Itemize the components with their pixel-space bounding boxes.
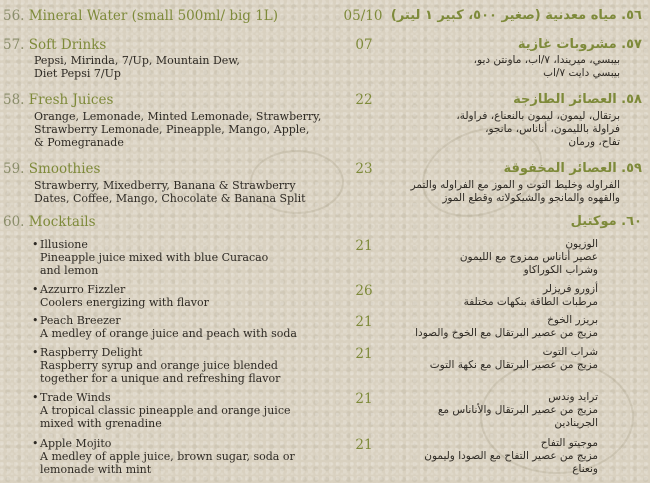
mocktail-description: A medley of orange juice and peach with soda bbox=[40, 327, 297, 340]
item-title: Soft Drinks bbox=[28, 37, 107, 53]
mocktail-price: 21 bbox=[355, 238, 373, 254]
mocktail-price: 26 bbox=[355, 283, 373, 299]
item-heading bbox=[3, 8, 278, 24]
mocktail-name: Azzurro Fizzler bbox=[40, 283, 126, 296]
item-price: 07 bbox=[355, 37, 373, 53]
mocktail-name: Apple Mojito bbox=[40, 437, 112, 450]
mocktail-description: mixed with grenadine bbox=[40, 417, 162, 430]
arabic-item-title: ٥٧. مشروبات غازية bbox=[517, 37, 642, 52]
arabic-description-line: والقهوه والمانجو والشيكولاته وقطع الموز bbox=[442, 192, 620, 204]
description-line: Orange, Lemonade, Minted Lemonade, Strawberry, bbox=[34, 110, 322, 123]
arabic-item-title: ٥٩. العصائر المخفوقة bbox=[503, 161, 642, 176]
arabic-mocktail-description: مزيج من عصير التفاح مع الصودا وليمون bbox=[424, 450, 598, 462]
bullet: • bbox=[32, 283, 39, 296]
arabic-mocktail-description: وشراب الكوراكاو bbox=[523, 264, 598, 276]
arabic-mocktail-description: مزيج من عصير البرتقال والأناناس مع bbox=[437, 404, 598, 416]
arabic-mocktail bbox=[430, 346, 598, 372]
item-heading bbox=[3, 161, 100, 177]
arabic-mocktail-name: ترايد وندس bbox=[548, 391, 598, 403]
mocktail-item bbox=[32, 314, 297, 340]
mocktail-name: Trade Winds bbox=[40, 391, 111, 404]
arabic-mocktail-description: الجرينادين bbox=[554, 417, 598, 429]
description-line: Dates, Coffee, Mango, Chocolate & Banana Split bbox=[34, 192, 306, 205]
arabic-mocktail-name: بريزر الخوخ bbox=[547, 314, 598, 326]
item-number: 58. bbox=[3, 92, 25, 108]
bullet: • bbox=[32, 346, 39, 359]
arabic-mocktail bbox=[460, 238, 598, 277]
mocktail-price: 21 bbox=[355, 314, 373, 330]
mocktail-description: A medley of apple juice, brown sugar, soda or bbox=[40, 450, 295, 463]
mocktail-price: 21 bbox=[355, 391, 373, 407]
item-price: 22 bbox=[355, 92, 373, 108]
description-line: Diet Pepsi 7/Up bbox=[34, 67, 121, 80]
bullet: • bbox=[32, 391, 39, 404]
item-title: Smoothies bbox=[28, 161, 101, 177]
arabic-mocktail-description: مزيج من عصير البرتقال مع الخوخ والصودا bbox=[415, 327, 598, 339]
bullet: • bbox=[32, 314, 39, 327]
mocktail-description: Pineapple juice mixed with blue Curacao bbox=[40, 251, 269, 264]
item-description bbox=[34, 110, 321, 149]
arabic-mocktail-name: أزورو فريزلر bbox=[542, 283, 598, 295]
arabic-mocktail-name: شراب التوت bbox=[542, 346, 598, 358]
item-title: Fresh Juices bbox=[28, 92, 114, 108]
arabic-mocktail-description: ونعناع bbox=[572, 463, 598, 475]
mocktail-item bbox=[32, 283, 209, 309]
arabic-description-line: فراولة بالليمون، أناناس، مانجو، bbox=[485, 123, 620, 135]
mocktail-item bbox=[32, 346, 281, 385]
arabic-description-line: بيبسي دايت ٧/اب bbox=[543, 67, 620, 79]
mocktail-description: lemonade with mint bbox=[40, 463, 152, 476]
item-number: 56. bbox=[3, 8, 25, 24]
item-heading bbox=[3, 37, 106, 53]
arabic-item-title: ٦٠. موكتيل bbox=[570, 214, 642, 229]
mocktail-description: together for a unique and refreshing flavor bbox=[40, 372, 281, 385]
arabic-mocktail-description: مزيج من عصير البرتقال مع نكهة التوت bbox=[429, 359, 598, 371]
item-title: Mineral Water (small 500ml/ big 1L) bbox=[28, 8, 279, 24]
arabic-mocktail-name: الوزيون bbox=[565, 238, 598, 250]
description-line: Strawberry, Mixedberry, Banana & Strawberry bbox=[34, 179, 296, 192]
item-number: 59. bbox=[3, 161, 25, 177]
arabic-item-description bbox=[456, 110, 620, 149]
arabic-description-line: برتقال، ليمون، ليمون بالنعناع، فراولة، bbox=[456, 110, 620, 122]
arabic-description-line: تفاح، ورمان bbox=[568, 136, 620, 148]
arabic-item-description bbox=[474, 54, 620, 80]
arabic-item-description bbox=[411, 179, 620, 205]
mocktail-item bbox=[32, 238, 269, 277]
mocktail-item bbox=[32, 391, 291, 430]
arabic-mocktail bbox=[438, 391, 598, 430]
arabic-mocktail bbox=[464, 283, 598, 309]
mocktail-price: 21 bbox=[355, 437, 373, 453]
arabic-mocktail-description: مرطبات الطاقة بنكهات مختلفة bbox=[463, 296, 598, 308]
mocktail-description: and lemon bbox=[40, 264, 99, 277]
arabic-item-title: ٥٨. العصائر الطازجة bbox=[513, 92, 642, 107]
mocktail-description: Coolers energizing with flavor bbox=[40, 296, 209, 309]
arabic-item-title: ٥٦. مياه معدنية (صغير ٥٠٠، كبير ١ ليتر) bbox=[390, 8, 642, 23]
item-title: Mocktails bbox=[28, 214, 96, 230]
arabic-description-line: بيبسي، ميريندا، ٧/اب، ماونتن ديو، bbox=[473, 54, 620, 66]
description-line: & Pomegranade bbox=[34, 136, 124, 149]
mocktail-description: A tropical classic pineapple and orange juice bbox=[40, 404, 291, 417]
arabic-mocktail-name: موجيتو التفاح bbox=[540, 437, 598, 449]
item-description bbox=[34, 54, 240, 80]
item-number: 60. bbox=[3, 214, 25, 230]
arabic-mocktail-description: عصير أناناس ممزوج مع الليمون bbox=[459, 251, 598, 263]
mocktail-name: Illusione bbox=[40, 238, 88, 251]
item-number: 57. bbox=[3, 37, 25, 53]
bullet: • bbox=[32, 238, 39, 251]
mocktail-name: Raspberry Delight bbox=[40, 346, 143, 359]
mocktail-item bbox=[32, 437, 295, 476]
description-line: Pepsi, Mirinda, 7/Up, Mountain Dew, bbox=[34, 54, 240, 67]
bullet: • bbox=[32, 437, 39, 450]
arabic-description-line: الفراوله وخليط التوت و الموز مع الفراوله والتمر bbox=[410, 179, 620, 191]
item-heading bbox=[3, 92, 113, 108]
mocktail-price: 21 bbox=[355, 346, 373, 362]
mocktail-description: Raspberry syrup and orange juice blended bbox=[40, 359, 278, 372]
description-line: Strawberry Lemonade, Pineapple, Mango, Apple, bbox=[34, 123, 310, 136]
arabic-mocktail bbox=[424, 437, 598, 476]
arabic-mocktail bbox=[415, 314, 598, 340]
item-price: 23 bbox=[355, 161, 373, 177]
item-price: 05/10 bbox=[343, 8, 383, 24]
item-heading bbox=[3, 214, 96, 230]
mocktail-name: Peach Breezer bbox=[40, 314, 121, 327]
item-description bbox=[34, 179, 306, 205]
